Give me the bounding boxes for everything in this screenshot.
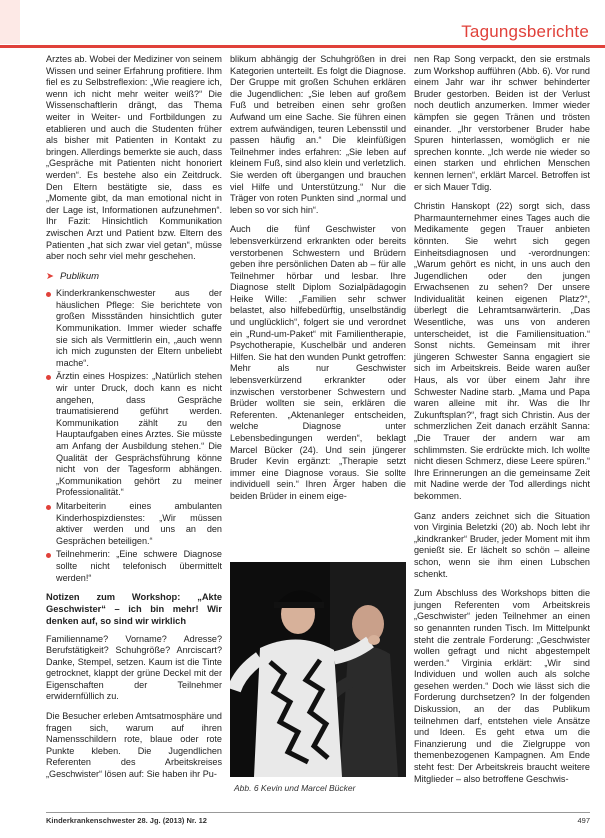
column-middle — [230, 54, 406, 511]
header-rule — [0, 45, 605, 48]
workshop-heading: Notizen zum Workshop: „Akte Geschwister“ – ich bin mehr! Wir denken auf, so sind wir wirklich — [46, 592, 222, 626]
paragraph: Arztes ab. Wobei der Mediziner von seinem Wissen und seiner Erfahrung profitiere. Ihm fiel es zu Selbstreflexion: „Wie reagiere ich, wenn ich nicht mehr weiter weiß?“ Die Wissenschaftlerin drängt, das Thema weiter in Weiter- und Fortbildungen zu etablieren und auch die Studenten früher als bisher mit Patienten in Kontakt zu bringen. Allerdings bemerkte sie auch, dass „Gespräche mit Patienten nicht honoriert werden“. Es bestehe also ein Zeitdruck. Den Eltern bestätigte sie, dass es „Momente gibt, da man emotional nicht in der Lage ist, Informationen aufzunehmen“. Ihr Fazit: Hinsichtlich Kommunikation zwischen Arzt und Patient bzw. Eltern des Patienten „hat sich zwar viel getan“, müsse aber noch sehr viel mehr geschehen. — [46, 54, 222, 262]
paragraph: Christin Hanskopt (22) sorgt sich, dass Pharmaunternehmer eines Tages auch die Medikamente gegen Trauer anbieten könnten. Sie wehrt sich gegen Einheitsdiagnosen und -verordnungen: „Warum gehört es nicht, in uns auch den Jugendlichen oder den jungen Erwachsenen zu sehen? Der unsere Individualität keinen eigenen Platz?“, überlegt die Lehramtsanwärterin. „Das Wesentliche, was uns von anderen unterscheidet, ist die Familiensituation.“ Sonst nichts. Gemeinsam mit ihrer jüngeren Schwester Sanna engagiert sie sich im Arbeitskreis. Beide waren außer Haus, als vor über einem Jahr ihre Schwester Nadine starb. „Mama und Papa waren alleine mit ihr. Was die Ihr Zukunftsplan?“, fragt sich Christin. Aus der schmerzlichen Zeit danach erzählt Sanna: „Die Trauer der andern war am schlimmsten. Sie erdrückte mich. Ich wollte nicht diesen Schmerz, diese Leere spüren.“ Ihre Erinnerungen an die gemeinsame Zeit mit Nadine werde der Tod allerdings nicht bekommen. — [414, 201, 590, 501]
footer-journal: Kinderkrankenschwester 28. Jg. (2013) Nr. 12 — [46, 816, 207, 825]
header-corner-mark — [0, 0, 20, 44]
bullet-item: Mitarbeiterin eines ambulanten Kinderhospizdienstes: „Wir müssen aktiver werden und uns an den Gesprächen beteiligen.“ — [46, 501, 222, 547]
paragraph: Familienname? Vorname? Adresse? Berufstätigkeit? Schuhgröße? Anrciscart? Danke, Stempel, setzen. Kaum ist die Tinte getrocknet, klappt der grüne Deckel mit der Eigenschaften der Teilnehmer erwidernfüllich zu. — [46, 633, 222, 702]
bullet-list — [46, 288, 222, 584]
paragraph: Auch die fünf Geschwister von lebensverkürzend erkrankten oder bereits verstorbenen Schwestern und Brüdern geben ihre persönlichen Daten ab – für alle Teilnehmer hörbar und lesbar. Ihre Diagnose stellt Diplom Sozialpädagogin Heike Wille: „Familien sehr schwer belastet, also hilfebedürftig, unselbständig und unglücklich“, folgert sie und verordnet ein „Rund-um-Paket“ mit Familientherapie, Psychotherapie, Kuschelbär und anderen Hilfen. Sie hat den wunden Punkt getroffen: Mehr als nur Geschwister lebensverkürzend erkrankter oder inzwischen verstorbener Schwestern und Brüder wollten sie sein, erklären die Referenten. „Aktenanleger entscheiden, welche Diagnose unter Lebensbedingungen werden“, beklagt Marcel Bücker (24). Und sein jüngerer Bruder Kevin ergänzt: „Therapie setzt immer eine Diagnose voraus. Sie sollte individuell sein.“ Ihren Ärger haben die beiden Brüder in einem eige- — [230, 224, 406, 501]
column-left — [46, 54, 222, 789]
section-title: Tagungsberichte — [461, 22, 589, 41]
paragraph: Ganz anders zeichnet sich die Situation von Virginia Beletzki (20) ab. Noch lebt ihr „kindkranker“ Bruder, jeder Moment mit ihm genießt sie. Er lächelt so schön – alleine schon, wenn sie ihm einen Lubschen schenkt. — [414, 510, 590, 579]
photo-caption: Abb. 6 Kevin und Marcel Bücker — [234, 783, 356, 793]
bullet-item: Kinderkrankenschwester aus der häuslichen Pflege: Sie berichtete von großen Missständen hinsichtlich guter Kommunikation. Immer wieder schaffe sie sich als Vermittlerin ein, „auch wenn ich mich zugunsten der Eltern unbeliebt mache“. — [46, 288, 222, 369]
bullet-item: Teilnehmerin: „Eine schwere Diagnose sollte nicht telefonisch übermittelt werden!“ — [46, 549, 222, 584]
paragraph: nen Rap Song verpackt, den sie erstmals zum Workshop aufführen (Abb. 6). Vor rund einem Jahr war ihr schwer behinderter Bruder gestorben. Beiden ist der Verlust noch deutlich anzumerken. Immer wieder kämpfen sie gegen Tränen und trösten einander. „Ihr verstorbener Bruder habe Spuren hinterlassen, womöglich er nie sprechen konnte. „Ich werde nie wieder so einen starken und ehrlichen Menschen kennen lernen“, erklärt Marcel. Betroffen ist er sich Mauer Tdig. — [414, 54, 590, 192]
footer-rule — [46, 812, 590, 813]
arrow-icon: ➤ — [46, 270, 54, 282]
paragraph: Die Besucher erleben Amtsatmosphäre und fragen sich, warum auf ihren Namensschildern rote, blaue oder rote Punkte kleben. Die Jugendlichen Referenten des Arbeitskreises „Geschwister“ lösen auf: Sie haben ihr Pu- — [46, 711, 222, 780]
photo-illustration — [230, 562, 406, 777]
subheading-publikum — [46, 271, 222, 283]
page-number: 497 — [577, 816, 590, 825]
paragraph: Zum Abschluss des Workshops bitten die jungen Referenten vom Arbeitskreis „Geschwister“ jeden Teilnehmer an einen so genannten runden Tisch. Im Mittelpunkt steht die zentrale Forderung: „Geschwister wollen gefragt und nicht abgestempelt werden.“ Virginia erklärt: „Wir sind Individuen und wollen auch als solche gesehen werden.“ Doch wie lässt sich die Forderung durchsetzen? In der folgenden Diskussion, an der das Publikum teilnehmen darf, entstehen viele Ansätze und Ideen. Es geht etwa um die Finanzierung und die Zielgruppe von themenbezogenen Kampagnen. Am Ende steht fest: Der Arbeitskreis braucht weitere Mitglieder – also betroffene Geschwis- — [414, 588, 590, 784]
column-right — [414, 54, 590, 793]
subheading-label: Publikum — [59, 270, 100, 282]
paragraph: blikum abhängig der Schuhgrößen in drei Kategorien unterteilt. Es folgt die Diagnose. Der Gruppe mit großen Schuhen erklären die Jugendlichen: „Sie leben auf großem Fuß und betreiben einen sehr großen Aufwand um eine Sache. Sie führen einen extrem aufwändigen, teuren Lebensstil und passen häufig an.“ Die kleinfüßigen Teilnehmer indes erfahren: „Sie leben auf kleinem Fuß, sind also klein und verletzlich. Sie werden oft übergangen und brauchen viel Hilfe und Unterstützung.“ Nur die Träger von roten Punkten sind „normal und leben so vor sich hin“. — [230, 54, 406, 215]
bullet-item: Ärztin eines Hospizes: „Natürlich stehen wir unter Druck, doch kann es nicht angehen, dass Gespräche traumatisierend geführt werden. Kommunikation zählt zu den Hauptaufgaben eines Arztes. Sie müsste am Anfang der Ausbildung stehen.“ Die Qualität der Gesprächsführung könne nicht von der Tagesform abhängen. „Kommunikation gehört zu meiner Professionalität.“ — [46, 371, 222, 499]
photo-kevin-marcel — [230, 562, 406, 777]
